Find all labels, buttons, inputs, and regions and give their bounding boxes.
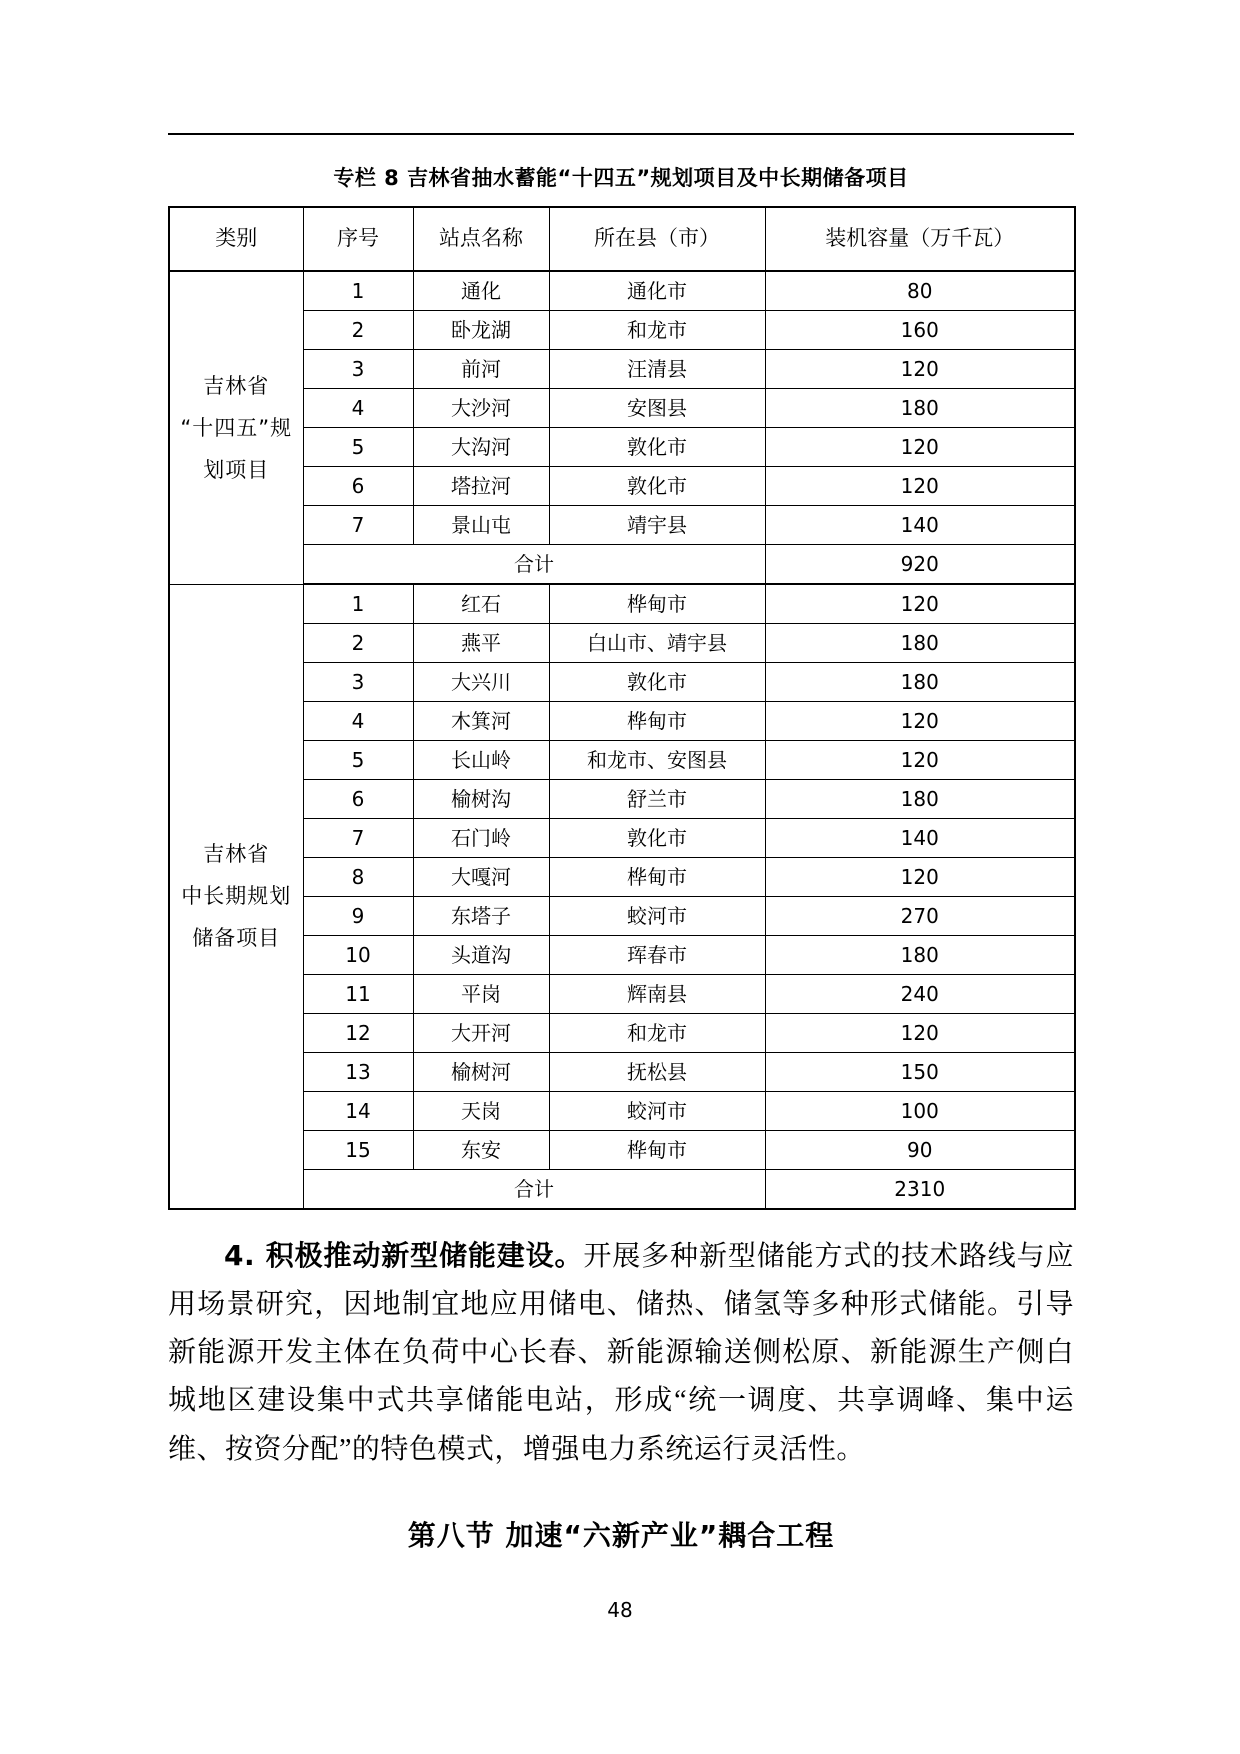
cell-index: 13 xyxy=(303,1053,413,1092)
cell-index: 5 xyxy=(303,428,413,467)
table-row xyxy=(169,741,1075,780)
cell-capacity: 180 xyxy=(765,624,1075,663)
header-station-name: 站点名称 xyxy=(413,207,549,271)
table-total-row xyxy=(169,1170,1075,1210)
cell-station-name: 榆树沟 xyxy=(413,780,549,819)
cell-county: 桦甸市 xyxy=(549,858,765,897)
cell-index: 8 xyxy=(303,858,413,897)
cell-capacity: 120 xyxy=(765,1014,1075,1053)
cell-county: 敦化市 xyxy=(549,428,765,467)
table-row xyxy=(169,936,1075,975)
cell-capacity: 180 xyxy=(765,389,1075,428)
cell-index: 10 xyxy=(303,936,413,975)
cell-capacity: 80 xyxy=(765,271,1075,311)
header-capacity: 装机容量（万千瓦） xyxy=(765,207,1075,271)
cell-county: 辉南县 xyxy=(549,975,765,1014)
cell-capacity: 180 xyxy=(765,780,1075,819)
cell-county: 通化市 xyxy=(549,271,765,311)
table-row xyxy=(169,702,1075,741)
table-row xyxy=(169,858,1075,897)
cell-capacity: 180 xyxy=(765,663,1075,702)
total-value: 920 xyxy=(765,545,1075,585)
cell-station-name: 通化 xyxy=(413,271,549,311)
cell-capacity: 120 xyxy=(765,350,1075,389)
cell-index: 4 xyxy=(303,389,413,428)
cell-county: 抚松县 xyxy=(549,1053,765,1092)
cell-capacity: 120 xyxy=(765,702,1075,741)
cell-capacity: 180 xyxy=(765,936,1075,975)
table-row xyxy=(169,506,1075,545)
cell-county: 桦甸市 xyxy=(549,702,765,741)
table-row xyxy=(169,1014,1075,1053)
cell-index: 7 xyxy=(303,506,413,545)
cell-county: 敦化市 xyxy=(549,467,765,506)
table-row xyxy=(169,624,1075,663)
table-row xyxy=(169,663,1075,702)
table-total-row xyxy=(169,545,1075,585)
category-line: 中长期规划 xyxy=(181,884,292,909)
cell-county: 蛟河市 xyxy=(549,1092,765,1131)
total-value: 2310 xyxy=(765,1170,1075,1210)
category-cell-group-2 xyxy=(169,584,303,1209)
cell-station-name: 石门岭 xyxy=(413,819,549,858)
cell-index: 9 xyxy=(303,897,413,936)
cell-county: 敦化市 xyxy=(549,819,765,858)
cell-index: 1 xyxy=(303,584,413,624)
cell-capacity: 120 xyxy=(765,858,1075,897)
cell-station-name: 卧龙湖 xyxy=(413,311,549,350)
cell-station-name: 头道沟 xyxy=(413,936,549,975)
table-caption: 专栏 8 吉林省抽水蓄能“十四五”规划项目及中长期储备项目 xyxy=(333,166,909,190)
cell-index: 7 xyxy=(303,819,413,858)
cell-county: 白山市、靖宇县 xyxy=(549,624,765,663)
cell-index: 5 xyxy=(303,741,413,780)
cell-county: 敦化市 xyxy=(549,663,765,702)
header-rule xyxy=(168,133,1074,135)
table-row xyxy=(169,1053,1075,1092)
page-number: 48 xyxy=(607,1598,633,1622)
body-paragraph xyxy=(168,1232,1074,1474)
pumped-storage-project-table xyxy=(168,206,1076,1210)
cell-station-name: 天岗 xyxy=(413,1092,549,1131)
cell-capacity: 140 xyxy=(765,506,1075,545)
cell-index: 2 xyxy=(303,311,413,350)
cell-capacity: 150 xyxy=(765,1053,1075,1092)
cell-capacity: 120 xyxy=(765,741,1075,780)
table-row xyxy=(169,389,1075,428)
table-row xyxy=(169,1092,1075,1131)
cell-index: 14 xyxy=(303,1092,413,1131)
cell-county: 和龙市 xyxy=(549,1014,765,1053)
category-cell-group-1 xyxy=(169,271,303,584)
cell-capacity: 120 xyxy=(765,584,1075,624)
table-row xyxy=(169,1131,1075,1170)
category-line: 储备项目 xyxy=(192,926,281,951)
table-row xyxy=(169,584,1075,624)
cell-capacity: 120 xyxy=(765,467,1075,506)
cell-station-name: 景山屯 xyxy=(413,506,549,545)
header-category: 类别 xyxy=(169,207,303,271)
cell-station-name: 大兴川 xyxy=(413,663,549,702)
cell-station-name: 榆树河 xyxy=(413,1053,549,1092)
cell-index: 11 xyxy=(303,975,413,1014)
table-row xyxy=(169,271,1075,311)
cell-index: 3 xyxy=(303,663,413,702)
cell-county: 桦甸市 xyxy=(549,1131,765,1170)
cell-station-name: 长山岭 xyxy=(413,741,549,780)
cell-capacity: 270 xyxy=(765,897,1075,936)
category-line: “十四五”规 xyxy=(180,415,293,440)
table-row xyxy=(169,311,1075,350)
cell-station-name: 东塔子 xyxy=(413,897,549,936)
cell-county: 安图县 xyxy=(549,389,765,428)
cell-station-name: 木箕河 xyxy=(413,702,549,741)
paragraph-body: 开展多种新型储能方式的技术路线与应用场景研究，因地制宜地应用储电、储热、储氢等多种形式储能。引导新能源开发主体在负荷中心长春、新能源输送侧松原、新能源生产侧白城地区建设集中式共享储能电站，形成“统一调度、共享调峰、集中运维、按资分配”的特色模式，增强电力系统运行灵活性。 xyxy=(168,1241,1074,1465)
section-heading: 第八节 加速“六新产业”耦合工程 xyxy=(407,1518,835,1552)
total-label: 合计 xyxy=(303,545,765,585)
cell-station-name: 大沙河 xyxy=(413,389,549,428)
table-row xyxy=(169,975,1075,1014)
cell-index: 4 xyxy=(303,702,413,741)
cell-capacity: 160 xyxy=(765,311,1075,350)
cell-county: 靖宇县 xyxy=(549,506,765,545)
cell-index: 12 xyxy=(303,1014,413,1053)
cell-station-name: 前河 xyxy=(413,350,549,389)
paragraph-lead: 4. 积极推动新型储能建设。 xyxy=(224,1239,584,1272)
cell-county: 珲春市 xyxy=(549,936,765,975)
cell-county: 和龙市 xyxy=(549,311,765,350)
document-body xyxy=(168,150,1074,1554)
header-county: 所在县（市） xyxy=(549,207,765,271)
header-index: 序号 xyxy=(303,207,413,271)
cell-county: 舒兰市 xyxy=(549,780,765,819)
category-line: 划项目 xyxy=(203,457,270,482)
cell-station-name: 平岗 xyxy=(413,975,549,1014)
category-line: 吉林省 xyxy=(203,842,270,867)
table-row xyxy=(169,350,1075,389)
cell-capacity: 240 xyxy=(765,975,1075,1014)
table-row xyxy=(169,897,1075,936)
cell-station-name: 大开河 xyxy=(413,1014,549,1053)
cell-station-name: 塔拉河 xyxy=(413,467,549,506)
table-row xyxy=(169,780,1075,819)
cell-capacity: 90 xyxy=(765,1131,1075,1170)
cell-index: 15 xyxy=(303,1131,413,1170)
cell-index: 3 xyxy=(303,350,413,389)
cell-station-name: 燕平 xyxy=(413,624,549,663)
cell-county: 桦甸市 xyxy=(549,584,765,624)
total-label: 合计 xyxy=(303,1170,765,1210)
cell-capacity: 100 xyxy=(765,1092,1075,1131)
cell-station-name: 东安 xyxy=(413,1131,549,1170)
table-row xyxy=(169,467,1075,506)
category-line: 吉林省 xyxy=(203,373,270,398)
cell-index: 1 xyxy=(303,271,413,311)
table-row xyxy=(169,819,1075,858)
cell-index: 6 xyxy=(303,467,413,506)
table-row xyxy=(169,428,1075,467)
cell-station-name: 大嘎河 xyxy=(413,858,549,897)
cell-station-name: 大沟河 xyxy=(413,428,549,467)
cell-station-name: 红石 xyxy=(413,584,549,624)
cell-capacity: 120 xyxy=(765,428,1075,467)
cell-index: 6 xyxy=(303,780,413,819)
cell-capacity: 140 xyxy=(765,819,1075,858)
cell-county: 和龙市、安图县 xyxy=(549,741,765,780)
cell-county: 汪清县 xyxy=(549,350,765,389)
table-header-row xyxy=(169,207,1075,271)
cell-index: 2 xyxy=(303,624,413,663)
cell-county: 蛟河市 xyxy=(549,897,765,936)
